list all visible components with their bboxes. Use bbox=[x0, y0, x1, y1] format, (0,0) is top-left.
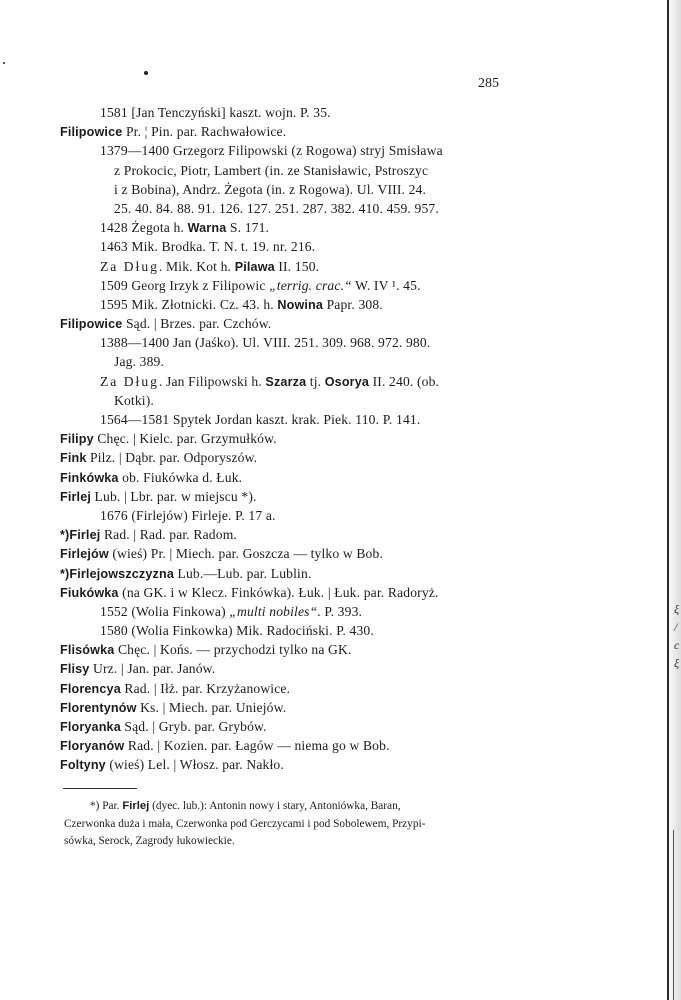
entry-line bbox=[60, 544, 530, 563]
entry-line bbox=[60, 602, 530, 621]
footnote-rule bbox=[63, 788, 137, 789]
scan-edge-line-lower bbox=[673, 830, 674, 1000]
entry-text: z Prokocic, Piotr, Lambert (in. ze Stanisławic, Pstroszyc bbox=[114, 162, 429, 178]
entry-text: 1388—1400 Jan (Jaśko). Ul. VIII. 251. 309. 968. 972. 980. bbox=[100, 335, 431, 351]
entry-line bbox=[60, 736, 530, 755]
entry-line bbox=[60, 333, 530, 352]
entry-headword: Filipowice bbox=[60, 125, 123, 140]
entry-text: Za Dług bbox=[100, 373, 159, 389]
entry-text: 1580 (Wolia Finkowka) Mik. Radociński. P. 430. bbox=[100, 623, 374, 639]
entry-text: Chęc. | Końs. — przychodzi tylko na GK. bbox=[114, 642, 352, 658]
entry-line bbox=[60, 103, 530, 122]
entry-headword: Floryanka bbox=[60, 720, 121, 734]
entry-headword: *)Firlejowszczyzna bbox=[60, 566, 174, 581]
entry-line bbox=[60, 314, 530, 333]
bold-text: Warna bbox=[187, 221, 227, 236]
entry-text: Pr. ¦ Pin. par. Rachwałowice. bbox=[122, 124, 287, 140]
entry-text: Kotki). bbox=[114, 392, 154, 408]
entry-line bbox=[60, 372, 530, 391]
margin-marks bbox=[674, 600, 681, 672]
entry-text: . Mik. Kot h. bbox=[158, 258, 235, 274]
entry-line bbox=[60, 564, 530, 583]
bold-text: Osorya bbox=[324, 374, 370, 389]
entry-line bbox=[60, 583, 530, 602]
entry-line bbox=[60, 755, 530, 774]
entry-line bbox=[60, 122, 530, 141]
entry-text: 1463 Mik. Brodka. T. N. t. 19. nr. 216. bbox=[100, 239, 316, 255]
entry-text: tj. bbox=[306, 373, 325, 389]
entry-text: Urz. | Jan. par. Janów. bbox=[89, 661, 216, 677]
entry-text: Rad. | Kozien. par. Łagów — niema go w Bob. bbox=[124, 738, 390, 754]
entry-text: i z Bobina), Andrz. Żegota (in. z Rogowa). Ul. VIII. 24. bbox=[114, 181, 427, 197]
entry-text: Czerwonka duża i mała, Czerwonka pod Gerczycami i pod Sobolewem, Przypi- bbox=[64, 817, 426, 830]
entry-headword: Flisówka bbox=[60, 643, 115, 658]
bold-text: Szarza bbox=[265, 374, 307, 389]
entry-text: II. 150. bbox=[274, 258, 320, 274]
entry-line bbox=[60, 487, 530, 506]
entry-text: Rad. | Rad. par. Radom. bbox=[100, 527, 237, 543]
entry-text: Rad. | Iłż. par. Krzyżanowice. bbox=[120, 680, 291, 696]
entry-text: S. 171. bbox=[226, 220, 270, 236]
entry-line bbox=[60, 640, 530, 659]
scan-speck bbox=[144, 71, 148, 75]
entry-line bbox=[60, 429, 530, 448]
entry-text: Lub.—Lub. par. Lublin. bbox=[173, 565, 312, 581]
bold-text: Pilawa bbox=[234, 259, 275, 274]
entry-headword: Foltyny bbox=[60, 758, 106, 773]
entry-line bbox=[60, 276, 530, 295]
entry-text: (wieś) Pr. | Miech. par. Goszcza — tylko w Bob. bbox=[108, 546, 383, 562]
entry-text: . P. 393. bbox=[317, 603, 363, 619]
entry-text: Lub. | Lbr. par. w miejscu *). bbox=[91, 488, 257, 504]
footnote-line bbox=[64, 833, 530, 851]
entry-text: ob. Fiukówka d. Łuk. bbox=[118, 469, 243, 485]
entry-headword: Firlejów bbox=[60, 547, 109, 562]
entry-text: 1595 Mik. Złotnicki. Cz. 43. h. bbox=[100, 296, 278, 312]
gazetteer-entries bbox=[60, 103, 530, 775]
entry-text: (dyec. lub.): Antonin nowy i stary, Antoniówka, Baran, bbox=[149, 800, 401, 812]
entry-text: Jag. 389. bbox=[114, 354, 165, 370]
entry-line bbox=[60, 391, 530, 410]
entry-line bbox=[60, 352, 530, 371]
entry-headword: Filipy bbox=[60, 432, 94, 447]
entry-text: 1676 (Firlejów) Firleje. P. 17 a. bbox=[100, 507, 276, 523]
entry-headword: *)Firlej bbox=[60, 528, 101, 543]
margin-mark: / c bbox=[674, 620, 680, 652]
entry-headword: Fink bbox=[60, 451, 87, 466]
entry-text: (na GK. i w Klecz. Finkówka). Łuk. | Łuk. par. Radoryż. bbox=[118, 584, 439, 600]
entry-headword: Floryanów bbox=[60, 739, 125, 754]
entry-text: Sąd. | Gryb. par. Grybów. bbox=[120, 719, 267, 734]
entry-line bbox=[60, 237, 530, 256]
entry-text: 1552 (Wolia Finkowa) bbox=[100, 603, 230, 619]
entry-text: Sąd. | Brzes. par. Czchów. bbox=[122, 316, 272, 332]
entry-line bbox=[60, 141, 530, 160]
entry-line bbox=[60, 410, 530, 429]
entry-text: *) Par. bbox=[90, 800, 123, 812]
entry-line bbox=[60, 257, 530, 276]
entry-text: II. 240. (ob. bbox=[369, 373, 440, 389]
margin-mark: ξ bbox=[674, 602, 680, 616]
entry-text: „multi nobiles“ bbox=[229, 603, 318, 619]
entry-headword: Flisy bbox=[60, 662, 90, 677]
entry-text: 1581 [Jan Tenczyński] kaszt. wojn. P. 35. bbox=[100, 105, 331, 120]
entry-text: 1564—1581 Spytek Jordan kaszt. krak. Piek. 110. P. 141. bbox=[100, 412, 421, 427]
entry-headword: Filipowice bbox=[60, 317, 123, 332]
bold-text: Nowina bbox=[277, 297, 324, 312]
entry-headword: Florentynów bbox=[60, 700, 137, 715]
entry-headword: Florencya bbox=[60, 681, 121, 696]
entry-line bbox=[60, 161, 530, 180]
entry-text: „terrig. crac.“ bbox=[269, 277, 352, 293]
entry-text: Papr. 308. bbox=[323, 296, 383, 312]
entry-text: Chęc. | Kielc. par. Grzymułków. bbox=[93, 431, 277, 447]
entry-line bbox=[60, 698, 530, 717]
entry-text: Za Dług bbox=[100, 258, 159, 274]
entry-headword: Fiukówka bbox=[60, 585, 119, 600]
entry-line bbox=[60, 717, 530, 736]
entry-line bbox=[60, 679, 530, 698]
entry-text: sówka, Serock, Zagrody łukowieckie. bbox=[64, 835, 235, 848]
footnote-line bbox=[64, 798, 530, 816]
entry-text: W. IV ¹. 45. bbox=[351, 277, 421, 293]
page-number: 285 bbox=[478, 76, 499, 91]
entry-text: 1379—1400 Grzegorz Filipowski (z Rogowa) stryj Smisława bbox=[100, 143, 443, 159]
scan-edge-line bbox=[667, 0, 669, 1000]
footnote-line bbox=[64, 816, 530, 834]
entry-text: 1428 Żegota h. bbox=[100, 220, 188, 236]
entry-text: 25. 40. 84. 88. 91. 126. 127. 251. 287. 382. 410. 459. 957. bbox=[114, 200, 439, 216]
entry-text: . Jan Filipowski h. bbox=[158, 373, 266, 389]
entry-line bbox=[60, 468, 530, 487]
entry-line bbox=[60, 525, 530, 544]
entry-headword: Finkówka bbox=[60, 470, 119, 485]
entry-line bbox=[60, 295, 530, 314]
footnote bbox=[64, 798, 530, 851]
entry-line bbox=[60, 621, 530, 640]
scan-speck bbox=[3, 62, 5, 64]
entry-text: Ks. | Miech. par. Uniejów. bbox=[136, 699, 287, 715]
entry-text: Pilz. | Dąbr. par. Odporyszów. bbox=[86, 450, 258, 466]
entry-line bbox=[60, 506, 530, 525]
entry-line bbox=[60, 218, 530, 237]
margin-mark: ξ bbox=[674, 656, 680, 670]
bold-text: Firlej bbox=[122, 800, 150, 812]
entry-headword: Firlej bbox=[60, 489, 91, 504]
entry-line bbox=[60, 448, 530, 467]
entry-line bbox=[60, 199, 530, 218]
entry-line bbox=[60, 180, 530, 199]
entry-line bbox=[60, 659, 530, 678]
entry-text: (wieś) Lel. | Włosz. par. Nakło. bbox=[105, 757, 284, 773]
entry-text: 1509 Georg Irzyk z Filipowic bbox=[100, 277, 270, 293]
